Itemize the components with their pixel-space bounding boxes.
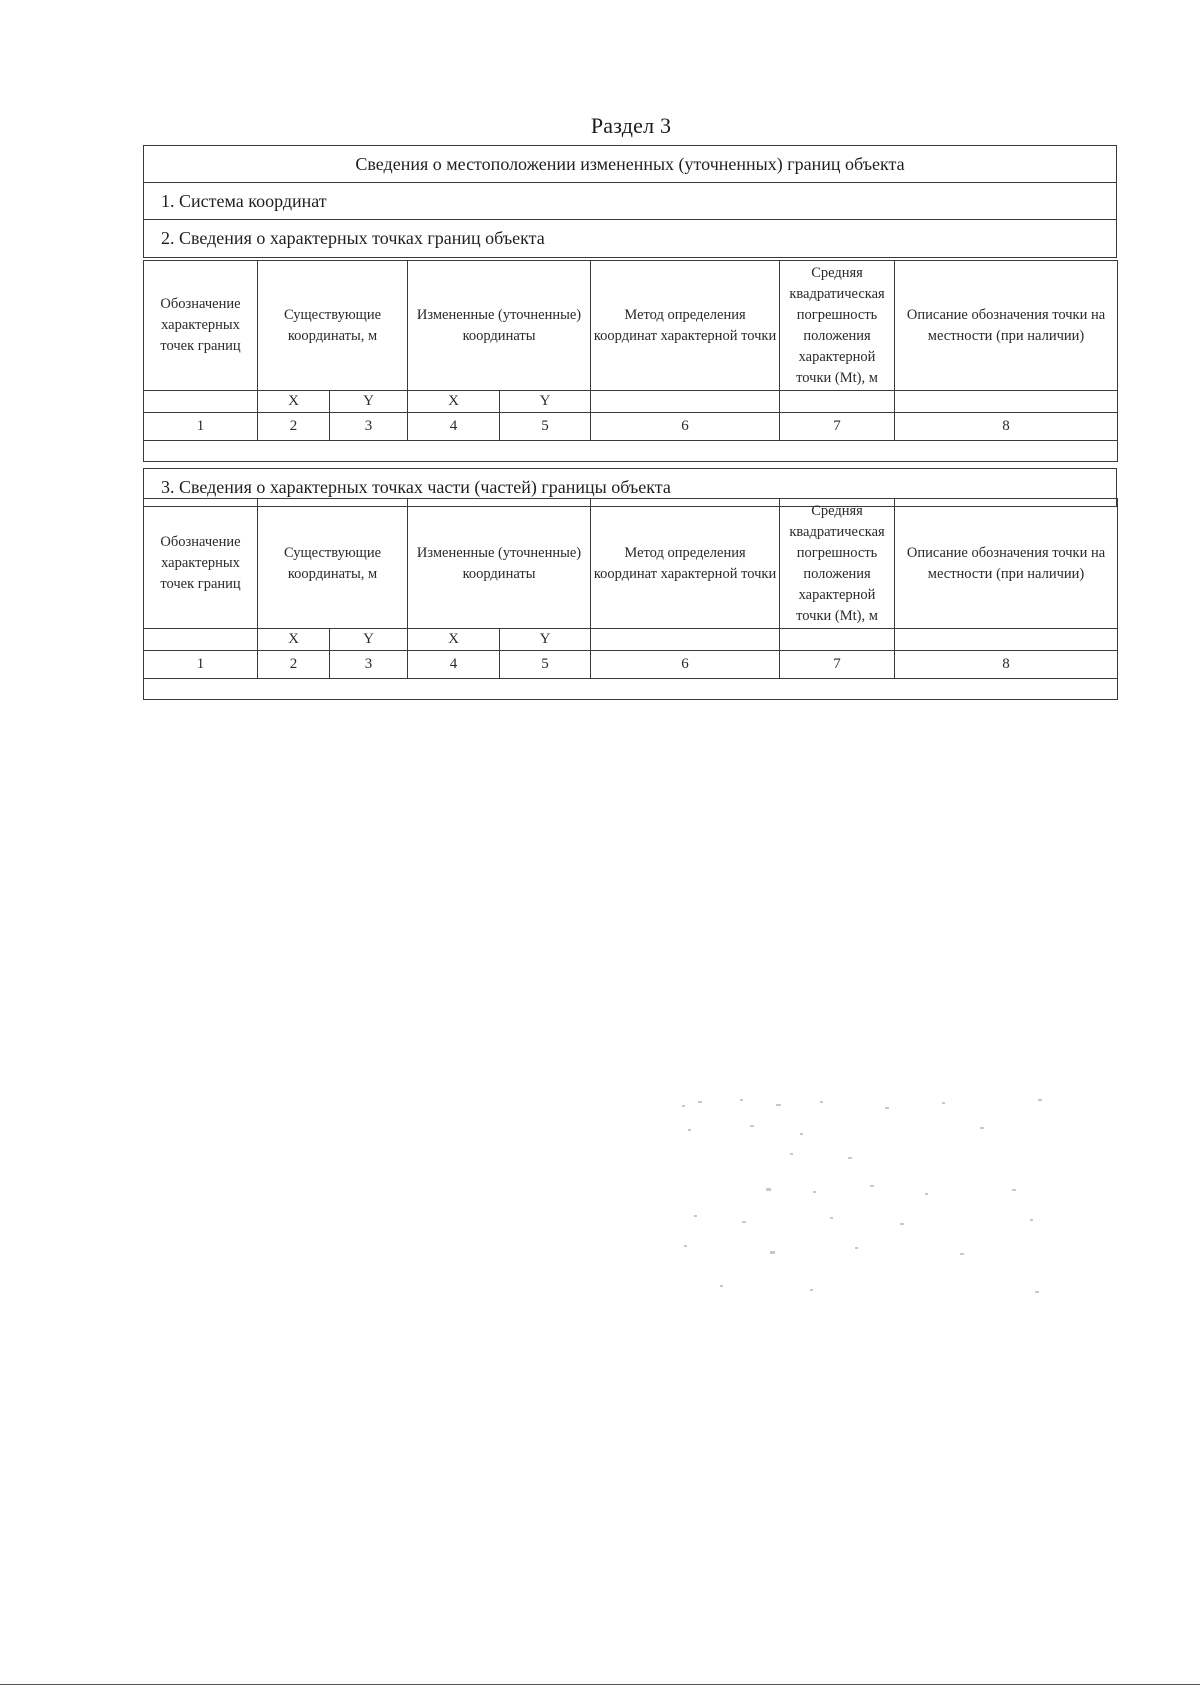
xy-subheader-row — [144, 391, 1118, 413]
column-number: 7 — [780, 651, 895, 679]
column-number: 1 — [144, 413, 258, 441]
parts-title-row: 3. Сведения о характерных точках части (частей) границы объекта — [161, 477, 671, 497]
page-bottom-rule — [0, 1684, 1200, 1685]
column-number: 4 — [408, 413, 500, 441]
empty-data-row — [144, 679, 1118, 700]
column-number: 3 — [330, 413, 408, 441]
col-existing-coords: Существующие координаты, м — [258, 499, 408, 629]
points-table — [143, 260, 1118, 462]
blank-cell — [591, 629, 780, 651]
column-number: 5 — [500, 413, 591, 441]
x-label: X — [258, 391, 330, 413]
blank-cell — [144, 629, 258, 651]
points-title-row: 2. Сведения о характерных точках границ объекта — [161, 228, 545, 248]
col-method: Метод определения координат характерной точки — [591, 499, 780, 629]
col-point-designation: Обозначение характерных точек границ — [144, 499, 258, 629]
col-mean-error: Средняя квадратическая погрешность положения характерной точки (Mt), м — [780, 499, 895, 629]
table-header-row — [144, 261, 1118, 391]
column-number-row — [144, 413, 1118, 441]
col-point-designation: Обозначение характерных точек границ — [144, 261, 258, 391]
column-number: 5 — [500, 651, 591, 679]
col-existing-coords: Существующие координаты, м — [258, 261, 408, 391]
coord-system-row: 1. Система координат — [144, 183, 1116, 220]
parts-points-table — [143, 498, 1118, 700]
col-mean-error: Средняя квадратическая погрешность положения характерной точки (Mt), м — [780, 261, 895, 391]
y-label: Y — [500, 629, 591, 651]
column-number: 8 — [895, 651, 1118, 679]
column-number: 6 — [591, 413, 780, 441]
blank-cell — [780, 629, 895, 651]
column-number: 1 — [144, 651, 258, 679]
x-label: X — [258, 629, 330, 651]
empty-data-row — [144, 441, 1118, 462]
section-title: Раздел 3 — [590, 113, 672, 138]
blank-cell — [144, 391, 258, 413]
y-label: Y — [500, 391, 591, 413]
blank-cell — [895, 629, 1118, 651]
boundary-info-header — [143, 145, 1117, 258]
blank-cell — [895, 391, 1118, 413]
empty-cell — [144, 441, 1118, 462]
blank-cell — [591, 391, 780, 413]
empty-cell — [144, 679, 1118, 700]
column-number: 8 — [895, 413, 1118, 441]
column-number: 6 — [591, 651, 780, 679]
y-label: Y — [330, 391, 408, 413]
col-changed-coords: Измененные (уточненные) координаты — [408, 261, 591, 391]
boundary-heading: Сведения о местоположении измененных (уточненных) границ объекта — [144, 146, 1116, 183]
column-number: 2 — [258, 413, 330, 441]
faded-stamp-marks — [680, 1095, 1065, 1305]
column-number-row — [144, 651, 1118, 679]
col-changed-coords: Измененные (уточненные) координаты — [408, 499, 591, 629]
col-method: Метод определения координат характерной точки — [591, 261, 780, 391]
column-number: 7 — [780, 413, 895, 441]
col-description: Описание обозначения точки на местности (при наличии) — [895, 261, 1118, 391]
col-description: Описание обозначения точки на местности (при наличии) — [895, 499, 1118, 629]
y-label: Y — [330, 629, 408, 651]
column-number: 4 — [408, 651, 500, 679]
x-label: X — [408, 391, 500, 413]
column-number: 3 — [330, 651, 408, 679]
xy-subheader-row — [144, 629, 1118, 651]
x-label: X — [408, 629, 500, 651]
blank-cell — [780, 391, 895, 413]
table-header-row — [144, 499, 1118, 629]
column-number: 2 — [258, 651, 330, 679]
